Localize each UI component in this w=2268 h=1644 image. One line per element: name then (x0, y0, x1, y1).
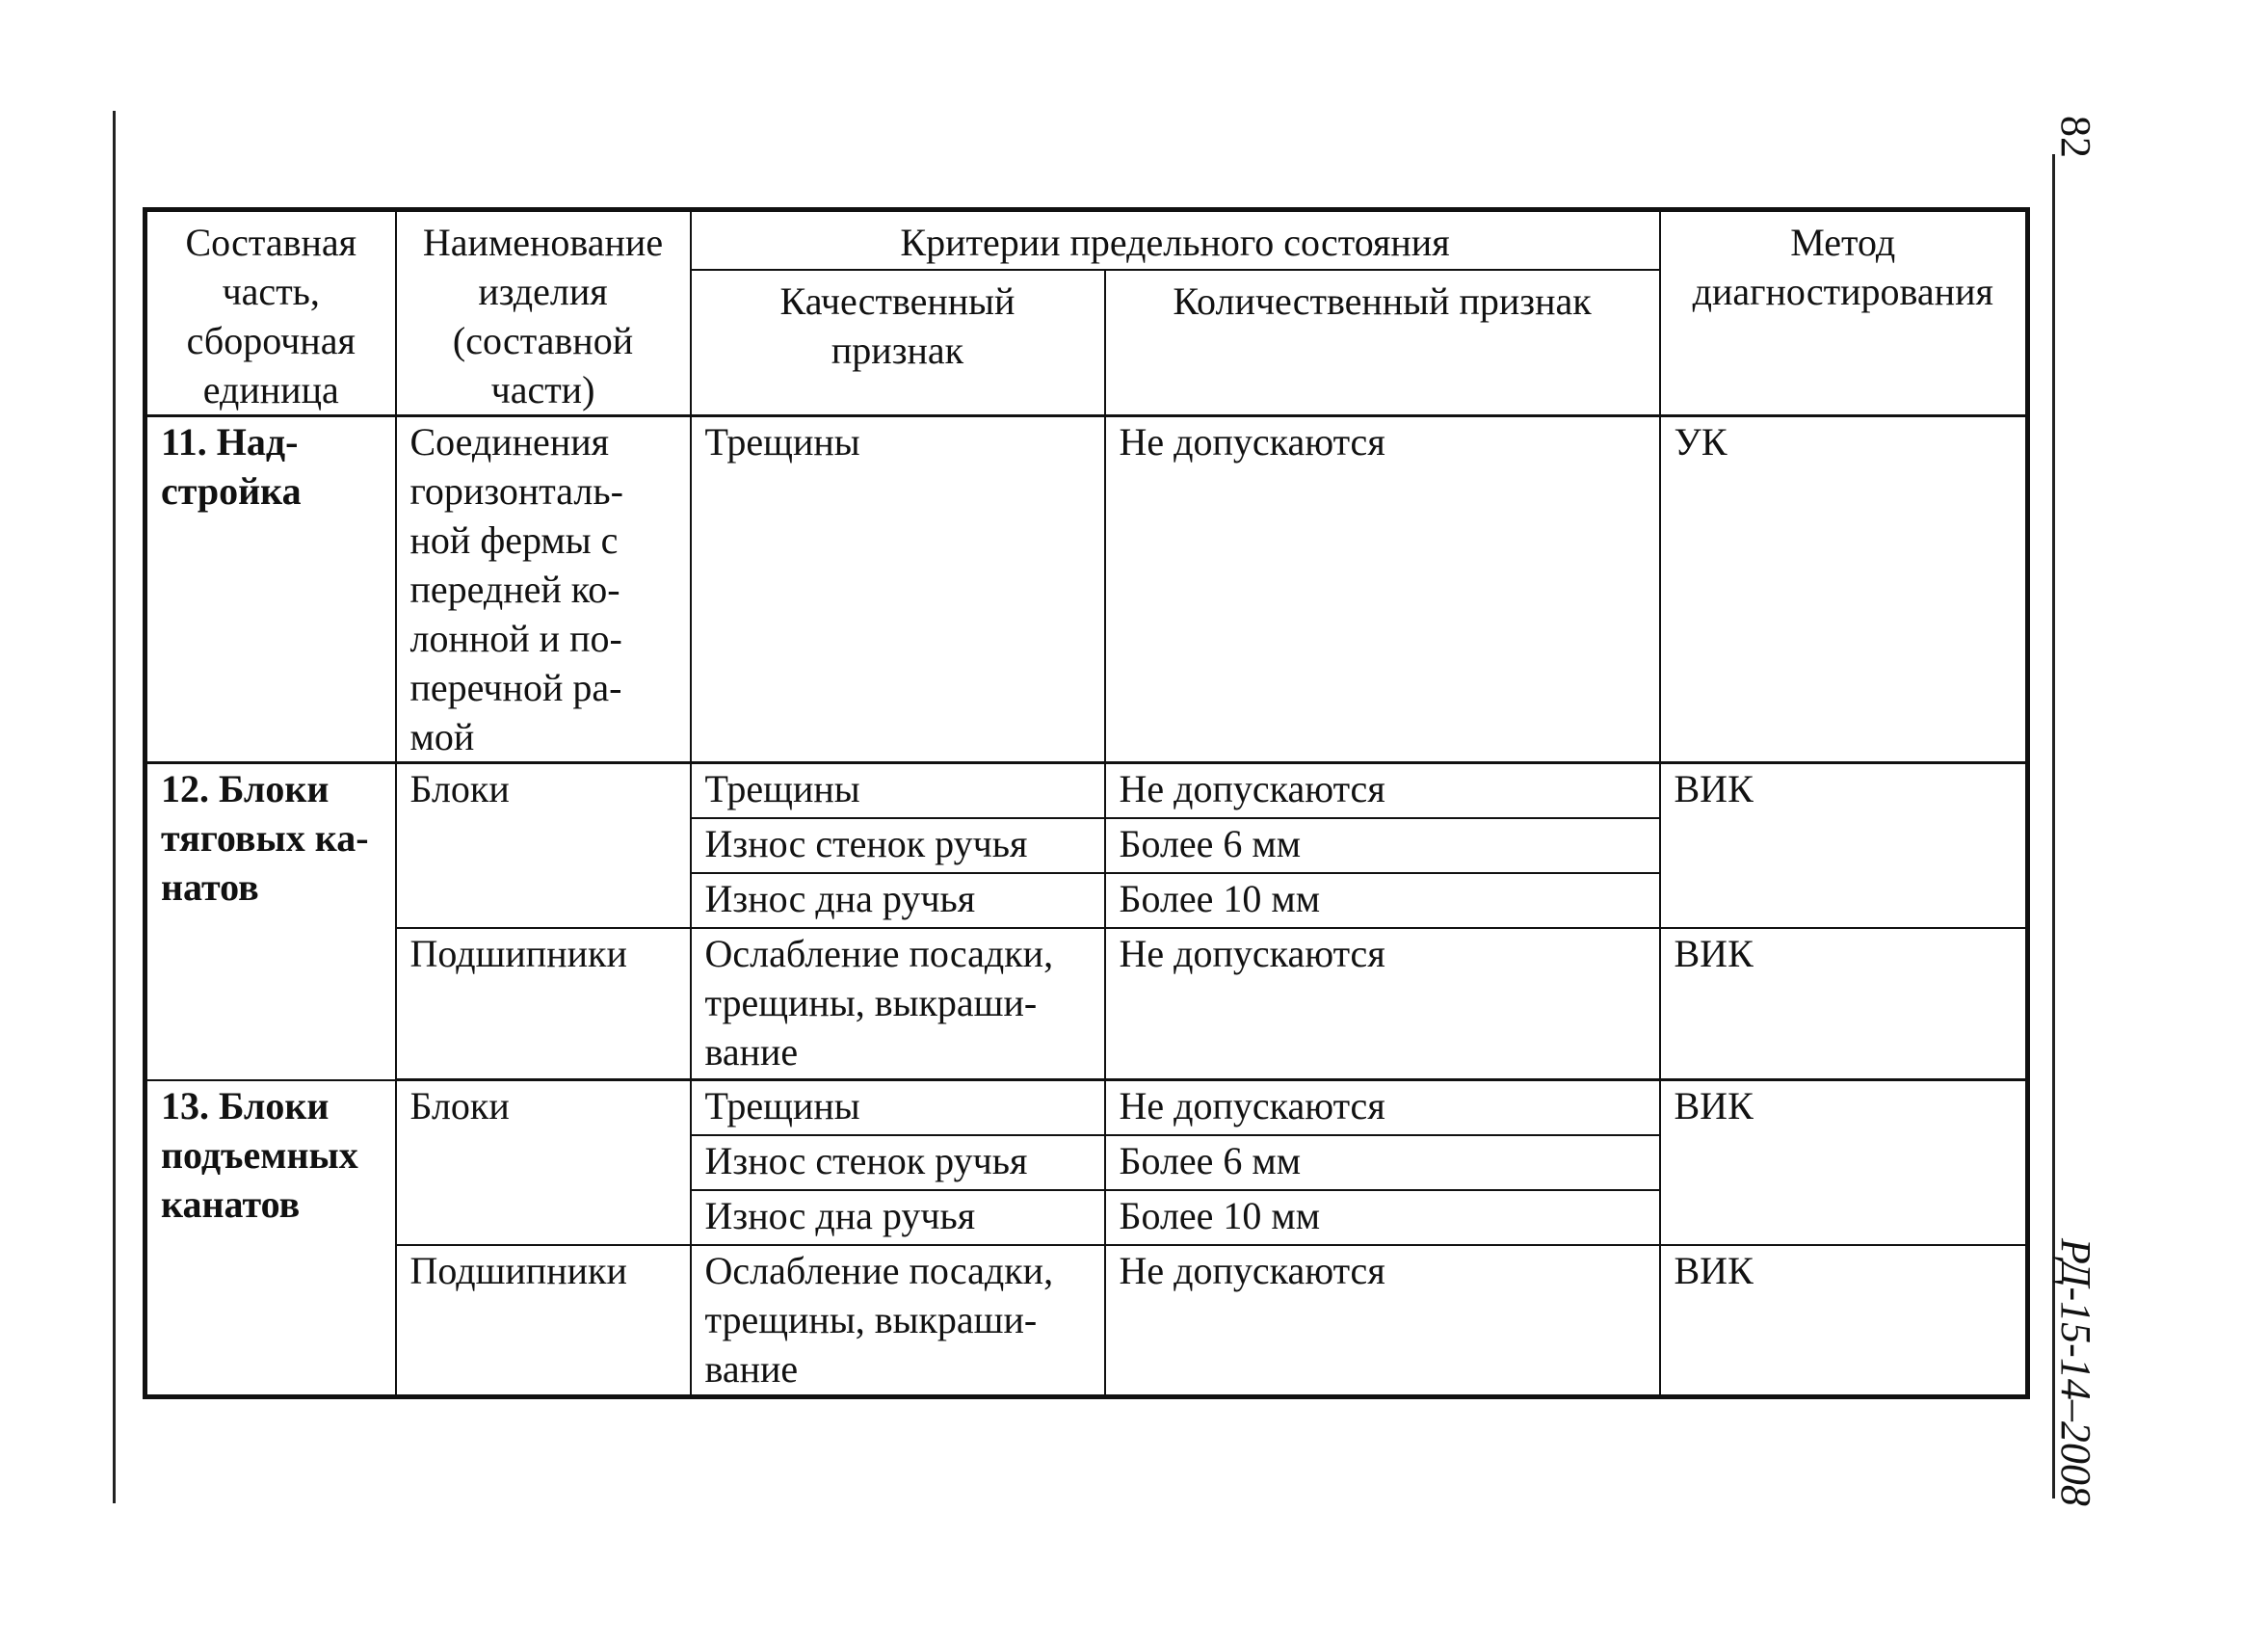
cell-quantitative: Не допускаются (1105, 1080, 1660, 1135)
table-row (145, 1245, 2028, 1397)
cell-item-name: Подшипники (396, 928, 691, 1080)
header-criteria: Критерии предельного состояния (691, 210, 1660, 271)
cell-method: ВИК (1660, 1080, 2028, 1245)
cell-qualitative: Износ стенок ручья (691, 818, 1105, 873)
cell-item-name: Блоки (396, 763, 691, 928)
header-qualitative: Качественный признак (691, 270, 1105, 416)
cell-method: УК (1660, 416, 2028, 763)
cell-quantitative: Не допускаются (1105, 1245, 1660, 1397)
table-row (145, 1080, 2028, 1135)
cell-item-name: Блоки (396, 1080, 691, 1245)
cell-method: ВИК (1660, 928, 2028, 1080)
cell-part: 12. Блоки тяговых ка- натов (145, 763, 396, 1080)
header-item: Наименование изделия (составной части) (396, 210, 691, 416)
cell-quantitative: Не допускаются (1105, 416, 1660, 763)
cell-qualitative: Трещины (691, 763, 1105, 818)
header-quantitative: Количественный признак (1105, 270, 1660, 416)
cell-qualitative: Ослабление посадки, трещины, выкраши- вание (691, 928, 1105, 1080)
cell-qualitative: Трещины (691, 1080, 1105, 1135)
cell-quantitative: Более 10 мм (1105, 873, 1660, 928)
table-row (145, 763, 2028, 818)
cell-method: ВИК (1660, 763, 2028, 928)
cell-quantitative: Более 6 мм (1105, 1135, 1660, 1190)
table-row (145, 928, 2028, 1080)
cell-quantitative: Более 10 мм (1105, 1190, 1660, 1245)
header-part: Составная часть, сборочная единица (145, 210, 396, 416)
cell-part: 13. Блоки подъемных канатов (145, 1080, 396, 1397)
cell-item-name: Соединения горизонталь- ной фермы с передней ко- лонной и по- перечной ра- мой (396, 416, 691, 763)
header-method: Метод диагностирования (1660, 210, 2028, 416)
table-row (145, 416, 2028, 763)
cell-method: ВИК (1660, 1245, 2028, 1397)
cell-qualitative: Трещины (691, 416, 1105, 763)
cell-item-name: Подшипники (396, 1245, 691, 1397)
cell-qualitative: Износ дна ручья (691, 1190, 1105, 1245)
left-margin-line (113, 111, 116, 1503)
criteria-table (143, 207, 2030, 1399)
cell-qualitative: Ослабление посадки, трещины, выкраши- вание (691, 1245, 1105, 1397)
cell-part: 11. Над- стройка (145, 416, 396, 763)
cell-quantitative: Не допускаются (1105, 928, 1660, 1080)
page-number: 82 (2052, 116, 2099, 158)
cell-qualitative: Износ дна ручья (691, 873, 1105, 928)
header-row (145, 210, 2028, 271)
cell-quantitative: Более 6 мм (1105, 818, 1660, 873)
cell-quantitative: Не допускаются (1105, 763, 1660, 818)
cell-qualitative: Износ стенок ручья (691, 1135, 1105, 1190)
document-code: РД-15-14–2008 (2052, 1238, 2099, 1506)
